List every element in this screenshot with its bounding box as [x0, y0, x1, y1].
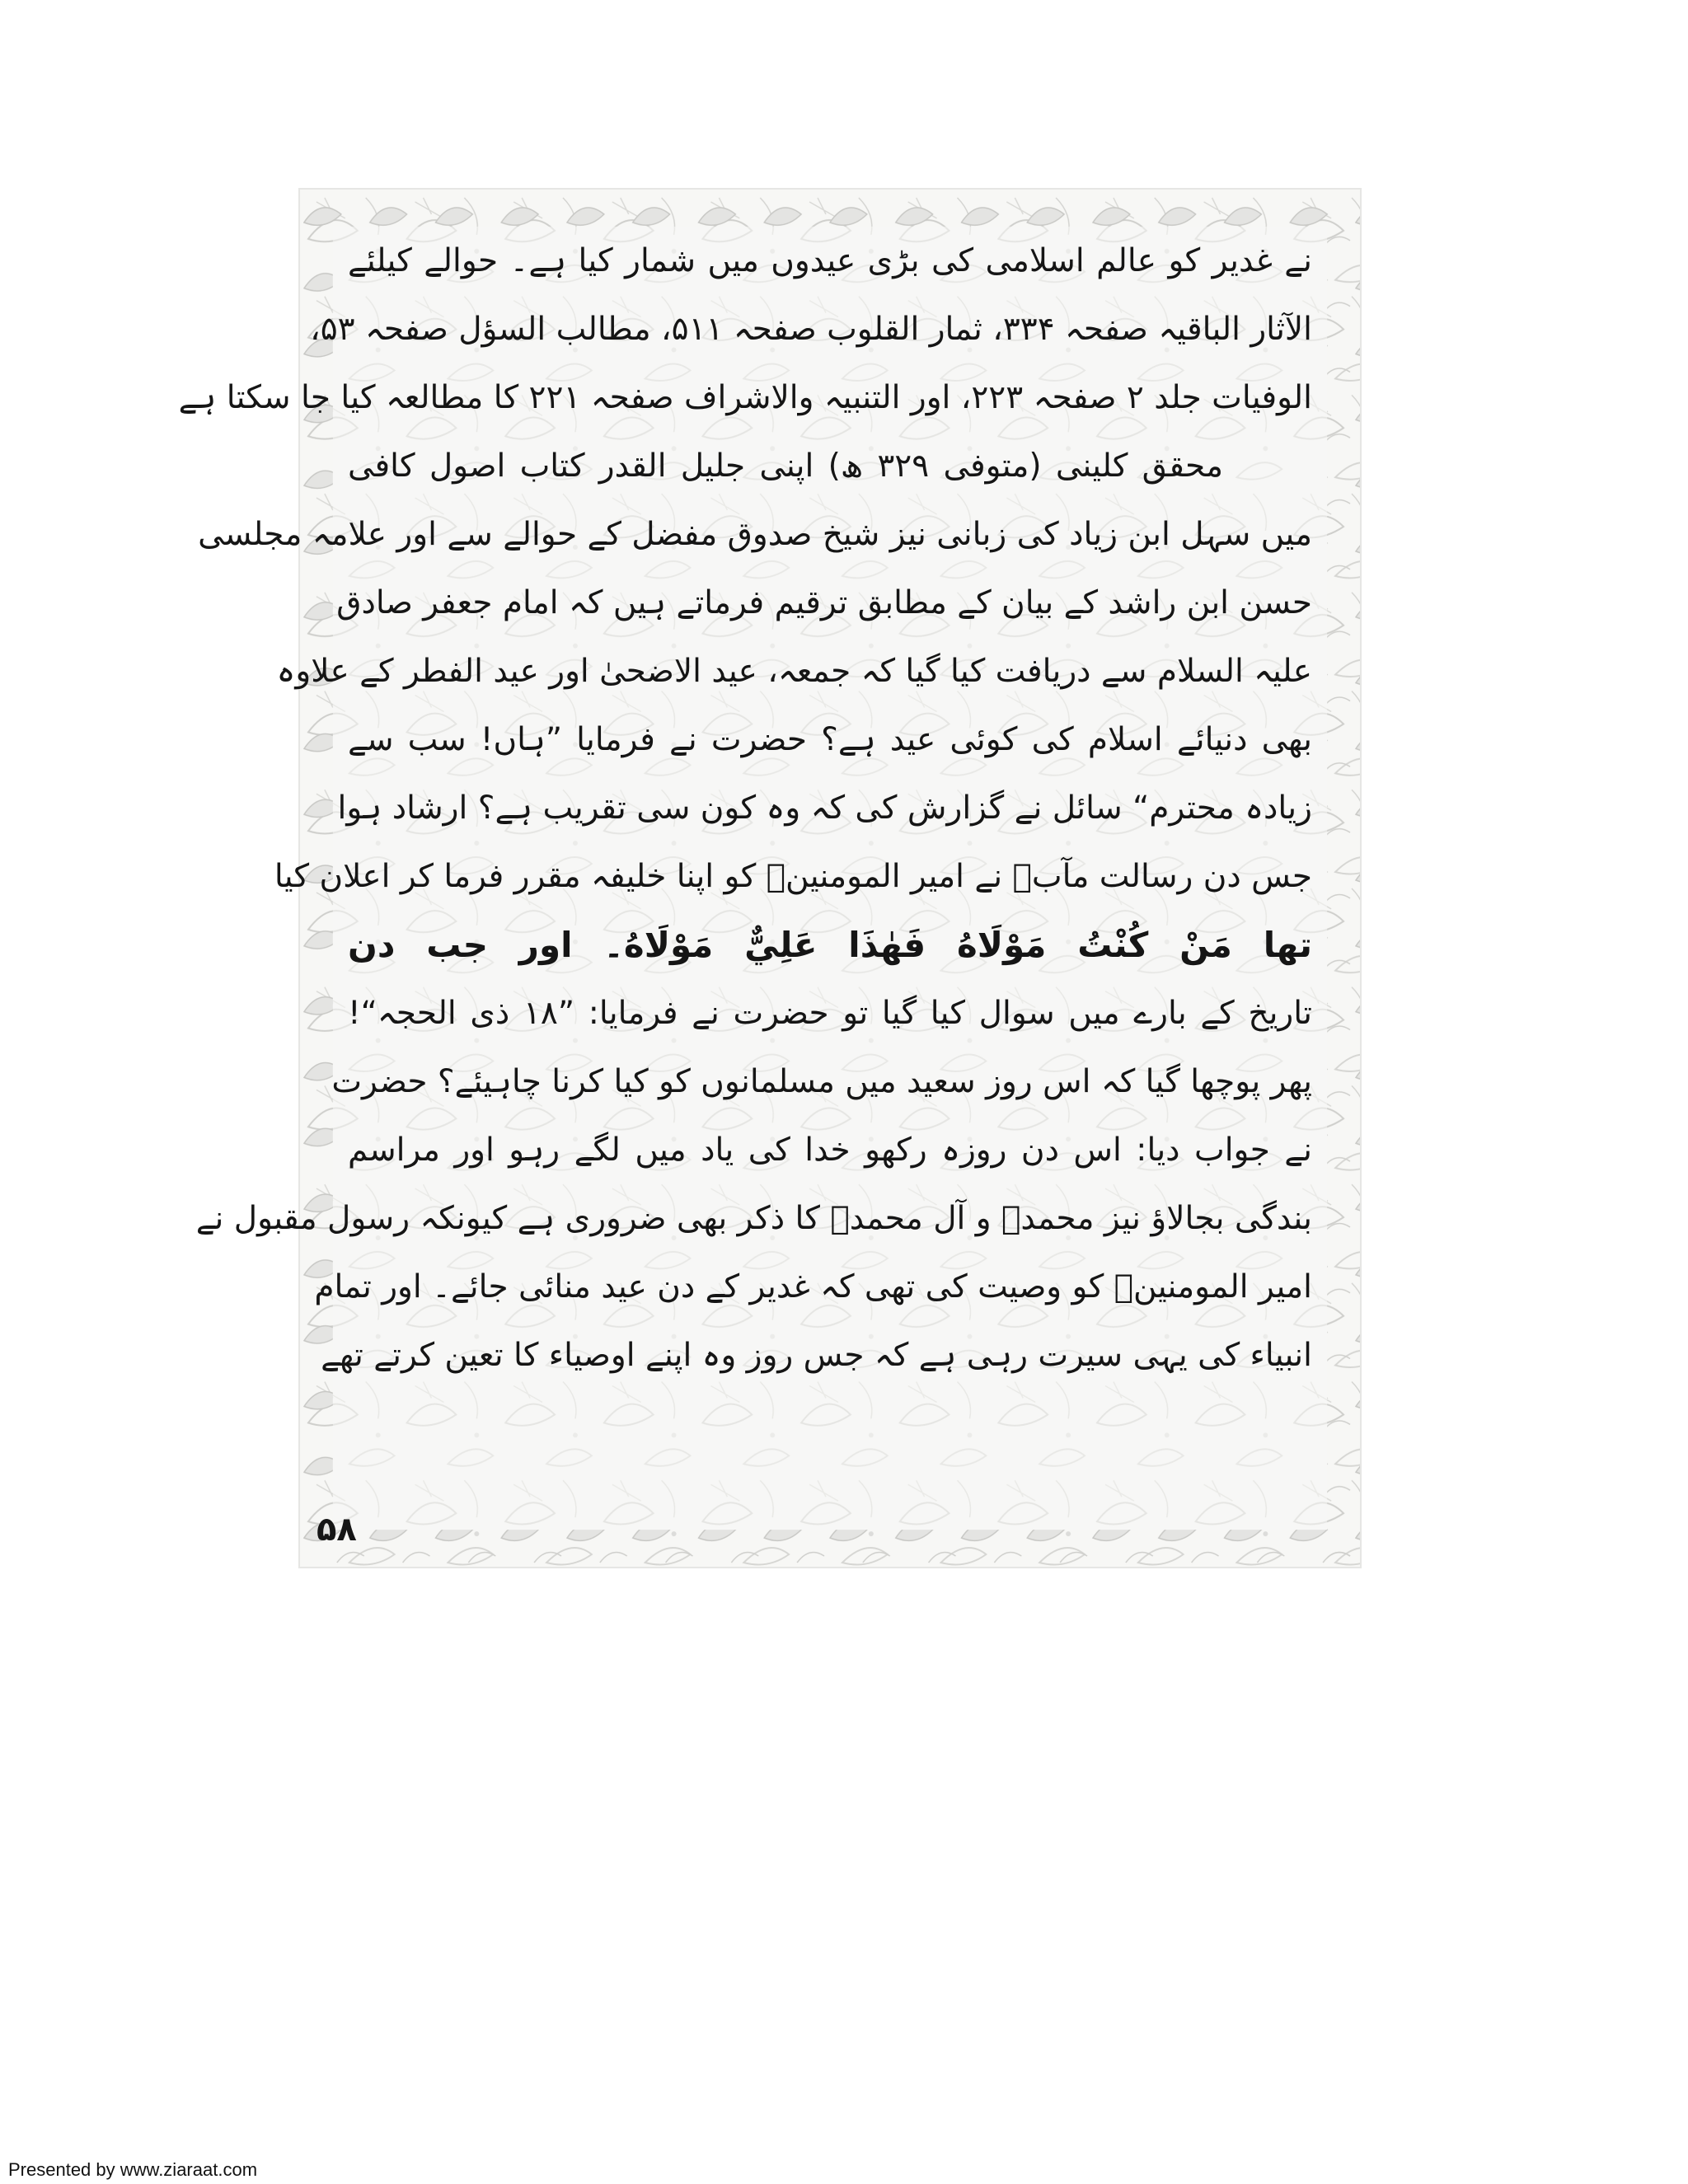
text-line: نے جواب دیا: اس دن روزہ رکھو خدا کی یاد میں لگے رہو اور مراسم	[348, 1132, 1312, 1169]
urdu-body-text	[178, 227, 1312, 1390]
text-line: پھر پوچھا گیا کہ اس روز سعید میں مسلمانوں کو کیا کرنا چاہیئے؟ حضرت	[331, 1063, 1312, 1100]
footer-credit: Presented by www.ziaraat.com	[8, 2159, 258, 2180]
text-line-hadith: تھا مَنْ كُنْتُ مَوْلَاهُ فَهٰذَا عَلِيٌّ مَوْلَاهُ۔ اور جب دن	[348, 925, 1312, 965]
scanned-book-page	[178, 188, 1362, 1568]
text-line: حسن ابن راشد کے بیان کے مطابق ترقیم فرماتے ہیں کہ امام جعفر صادق	[336, 584, 1312, 621]
text-line: میں سہل ابن زیاد کی زبانی نیز شیخ صدوق مفضل کے حوالے سے اور علامہ مجلسی	[198, 516, 1312, 553]
text-line: علیہ السلام سے دریافت کیا گیا کہ جمعہ، عید الاضحیٰ اور عید الفطر کے علاوہ	[276, 653, 1312, 690]
text-line: امیر المومنینؑ کو وصیت کی تھی کہ غدیر کے دن عید منائی جائے۔ اور تمام	[314, 1268, 1312, 1305]
text-line: الوفیات جلد ۲ صفحہ ۲۲۳، اور التنبیہ والاشراف صفحہ ۲۲۱ کا مطالعہ کیا جا سکتا ہے	[178, 379, 1312, 416]
text-line: الآثار الباقیہ صفحہ ۳۳۴، ثمار القلوب صفحہ ۵۱۱، مطالب السؤل صفحہ ۵۳،	[310, 311, 1312, 348]
text-line: انبیاء کی یہی سیرت رہی ہے کہ جس روز وہ اپنے اوصیاء کا تعین کرتے تھے	[321, 1337, 1312, 1374]
text-line: زیادہ محترم“ سائل نے گزارش کی کہ وہ کون سی تقریب ہے؟ ارشاد ہوا	[337, 790, 1312, 827]
text-line: جس دن رسالت مآبؐ نے امیر المومنینؑ کو اپنا خلیفہ مقرر فرما کر اعلان کیا	[274, 858, 1312, 895]
text-line: بندگی بجالاؤ نیز محمدؐ و آل محمدؑ کا ذکر بھی ضروری ہے کیونکہ رسول مقبول نے	[195, 1200, 1312, 1237]
text-line: محقق کلینی (متوفی ۳۲۹ ھ) اپنی جلیل القدر کتاب اصول کافی	[348, 448, 1224, 485]
text-line: تاریخ کے بارے میں سوال کیا گیا تو حضرت نے فرمایا: ”۱۸ ذی الحجہ“!	[348, 995, 1312, 1032]
text-line: بھی دنیائے اسلام کی کوئی عید ہے؟ حضرت نے فرمایا ”ہاں! سب سے	[348, 721, 1312, 758]
text-line: نے غدیر کو عالم اسلامی کی بڑی عیدوں میں شمار کیا ہے۔ حوالے کیلئے	[348, 242, 1312, 279]
page-number: ۵۸	[316, 1511, 357, 1549]
